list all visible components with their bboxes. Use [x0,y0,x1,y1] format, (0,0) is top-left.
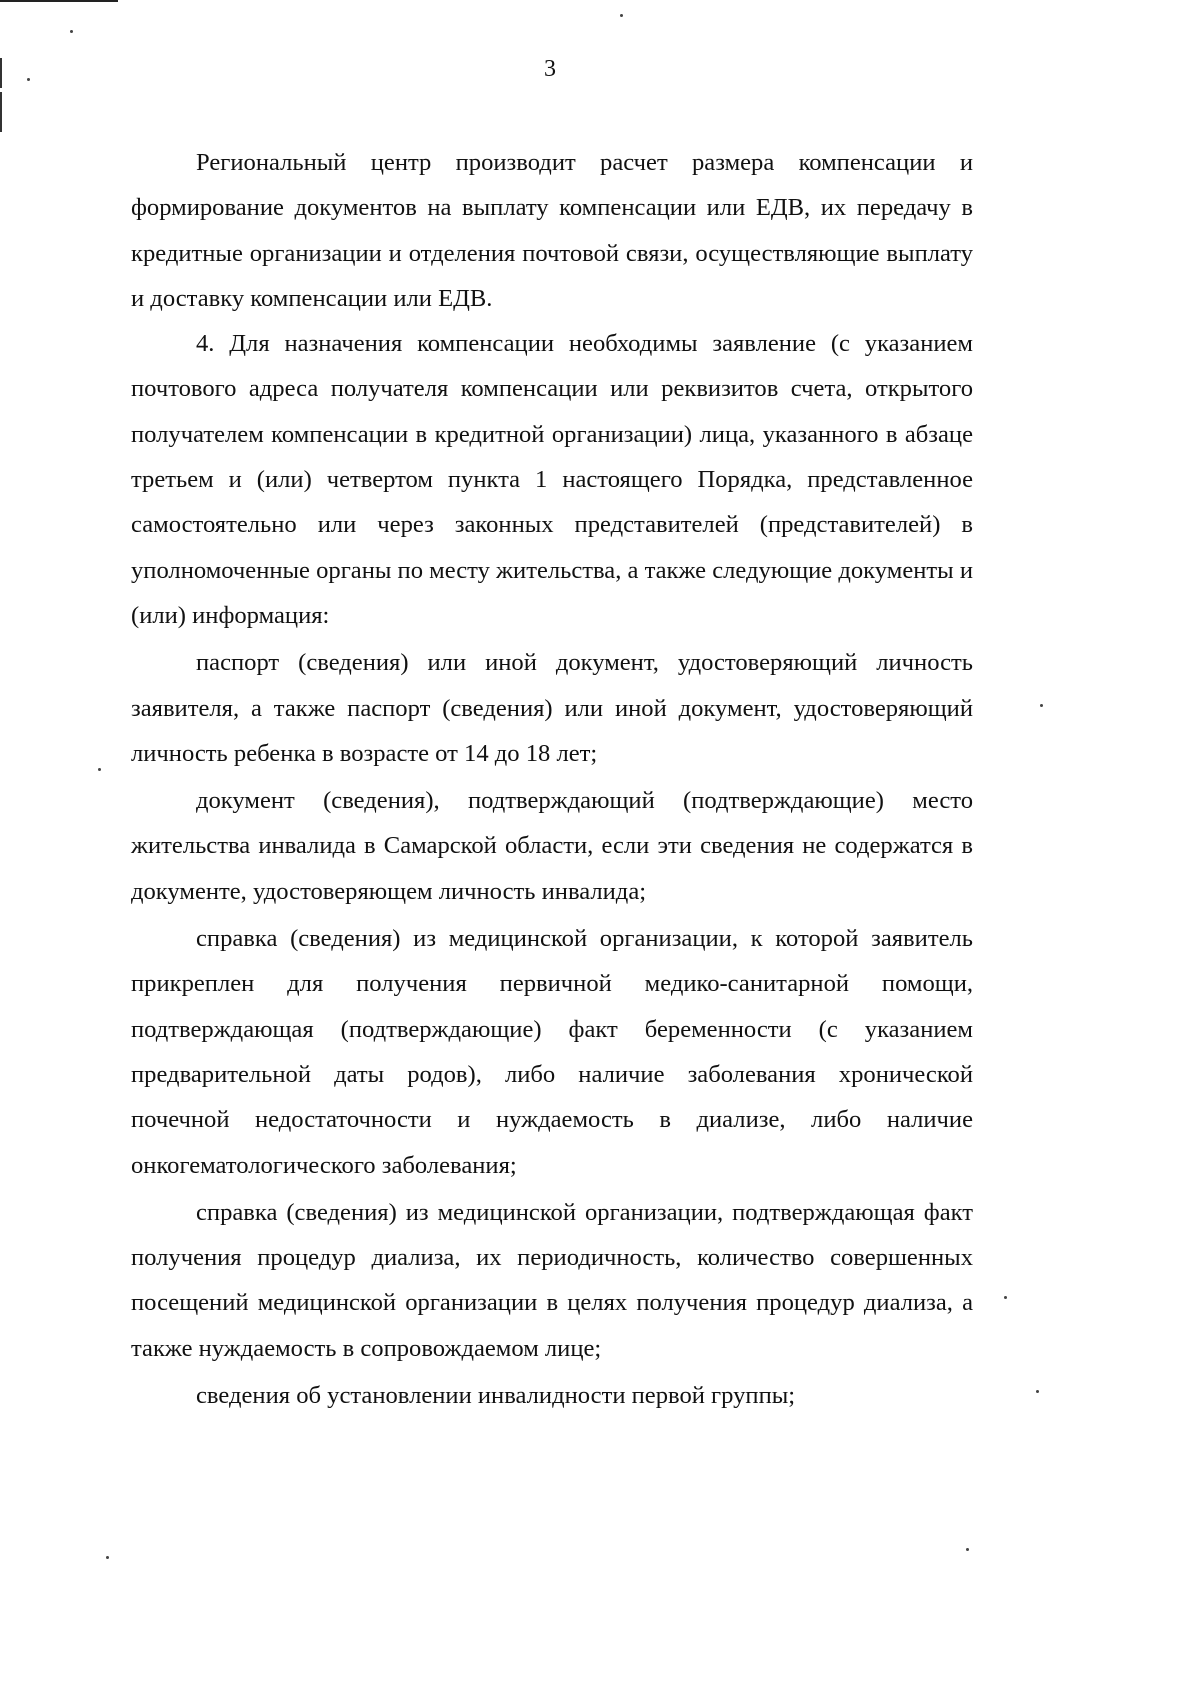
paragraph-dialysis-certificate: справка (сведения) из медицинской организации, подтверждающая факт получения процедур диализа, их периодичность, количество совершенных посещений медицинской организации в целях получения процедур диализа, а также нуждаемость в сопровождаемом лице; [131,1198,973,1362]
paragraph-passport: паспорт (сведения) или иной документ, удостоверяющий личность заявителя, а также паспорт (сведения) или иной документ, удостоверяющий личность ребенка в возрасте от 14 до 18 лет; [131,649,973,767]
document-body [131,140,973,1418]
scan-speck [1004,1296,1007,1299]
paragraph-medical-certificate: справка (сведения) из медицинской организации, к которой заявитель прикреплен для получения первичной медико-санитарной помощи, подтверждающая (подтверждающие) факт беременности (с указанием предварительной даты родов), либо наличие заболевания хронической почечной недостаточности и нуждаемость в диализе, либо наличие онкогематологического заболевания; [131,925,973,1179]
paragraph-residence-document: документ (сведения), подтверждающий (подтверждающие) место жительства инвалида в Самарской области, если эти сведения не содержатся в документе, удостоверяющем личность инвалида; [131,787,973,905]
scan-speck [1040,704,1043,707]
scan-speck [1036,1390,1039,1393]
scan-speck [98,768,101,771]
paragraph-disability-info: сведения об установлении инвалидности первой группы; [196,1382,796,1410]
scan-speck [620,14,623,17]
page-number: 3 [544,56,556,82]
scan-speck [27,78,30,81]
scan-edge-mark [0,92,2,132]
scan-speck [966,1548,969,1551]
paragraph-regional-center: Региональный центр производит расчет размера компенсации и формирование документов на выплату компенсации или ЕДВ, их передачу в кредитные организации и отделения почтовой связи, осуществляющие выплату и доставку компенсации или ЕДВ. [131,149,973,312]
scan-speck [70,30,73,33]
scan-speck [106,1556,109,1559]
scan-corner-mark [0,0,118,2]
paragraph-item-4: 4. Для назначения компенсации необходимы заявление (с указанием почтового адреса получателя компенсации или реквизитов счета, открытого получателем компенсации в кредитной организации) лица, указанного в абзаце третьем и (или) четвертом пункта 1 настоящего Порядка, представленное самостоятельно или через законных представителей (представителей) в уполномоченные органы по месту жительства, а также следующие документы и (или) информация: [131,330,973,629]
